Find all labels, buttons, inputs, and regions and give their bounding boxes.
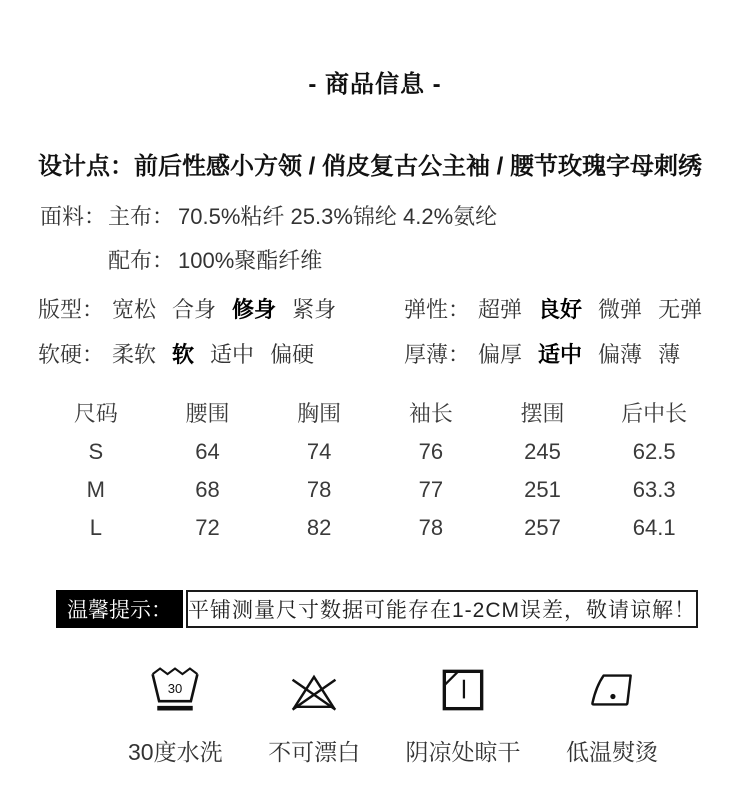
design-point-text: 前后性感小方领 / 俏皮复古公主袖 / 腰节玫瑰字母刺绣 — [134, 153, 703, 180]
size-table-header: 袖长 — [408, 401, 453, 426]
spec-row-softness — [38, 338, 404, 369]
care-item-wash — [128, 662, 223, 767]
size-row-l-cell: 64.1 — [632, 515, 676, 540]
spec-option: 紧身 — [292, 297, 337, 322]
size-row-m-cell: M — [86, 477, 105, 502]
spec-option: 偏厚 — [478, 342, 523, 367]
spec-elasticity-label: 弹性： — [404, 297, 471, 322]
size-row-l-cell: L — [89, 515, 102, 540]
size-table — [40, 395, 710, 547]
svg-text:30: 30 — [168, 680, 183, 696]
care-item-iron — [566, 662, 658, 767]
care-item-dry-shade — [406, 662, 521, 767]
fabric-secondary-label: 配布： — [108, 248, 175, 273]
page-title: - 商品信息 - — [308, 71, 442, 98]
size-row-s-cell: 245 — [524, 439, 561, 464]
spec-grid — [38, 293, 750, 369]
fabric-secondary-line — [40, 239, 750, 283]
size-row-m-cell: 63.3 — [632, 477, 676, 502]
size-row-l-cell: 257 — [524, 515, 561, 540]
spec-option: 合身 — [172, 297, 217, 322]
size-row-l-cell: 72 — [195, 515, 220, 540]
spec-option: 偏硬 — [270, 342, 315, 367]
care-label-no-bleach: 不可漂白 — [268, 739, 361, 765]
fabric-main-label: 主布： — [108, 204, 175, 229]
size-row-m-cell: 77 — [418, 477, 444, 502]
wash-30-icon — [147, 662, 203, 718]
size-table-header: 后中长 — [621, 401, 688, 426]
size-row-s-cell: 64 — [195, 439, 220, 464]
size-table-header: 胸围 — [297, 401, 342, 426]
size-row-m-cell: 251 — [524, 477, 561, 502]
spec-option: 宽松 — [112, 297, 157, 322]
iron-low-temp-icon — [584, 662, 640, 718]
spec-option: 超弹 — [478, 297, 523, 322]
size-row-l-cell: 78 — [418, 515, 444, 540]
spec-option-selected: 软 — [172, 342, 195, 367]
spec-option: 偏薄 — [598, 342, 643, 367]
notice-label: 温馨提示： — [56, 590, 183, 628]
fabric-main-value: 70.5%粘纤 25.3%锦纶 4.2%氨纶 — [178, 204, 498, 229]
spec-option-selected: 适中 — [538, 342, 583, 367]
notice-text: 平铺测量尺寸数据可能存在1-2CM误差，敬请谅解！ — [186, 590, 698, 628]
design-point-line — [38, 146, 720, 181]
size-row-m-cell: 78 — [306, 477, 332, 502]
care-label-wash: 30度水洗 — [128, 739, 223, 765]
size-row-l-cell: 82 — [306, 515, 332, 540]
spec-option-selected: 修身 — [232, 297, 277, 322]
size-table-header: 尺码 — [73, 401, 118, 426]
spec-option: 无弹 — [658, 297, 703, 322]
spec-option: 薄 — [658, 342, 681, 367]
size-row-s-cell: 74 — [306, 439, 332, 464]
notice-bar — [56, 590, 697, 628]
spec-fit-label: 版型： — [38, 297, 105, 322]
spec-row-thickness — [404, 338, 750, 369]
care-instructions — [128, 662, 658, 767]
spec-option: 微弹 — [598, 297, 643, 322]
care-label-iron: 低温熨烫 — [566, 739, 658, 765]
fabric-main-line — [40, 195, 750, 239]
design-point-label: 设计点： — [38, 153, 134, 180]
spec-option: 适中 — [210, 342, 255, 367]
spec-row-elasticity — [404, 293, 750, 324]
care-label-dry-shade: 阴凉处晾干 — [405, 739, 521, 765]
spec-option: 柔软 — [112, 342, 157, 367]
no-bleach-icon — [286, 662, 342, 718]
dry-in-shade-icon — [435, 662, 491, 718]
fabric-label: 面料： — [40, 204, 107, 229]
spec-row-fit — [38, 293, 404, 324]
fabric-section — [40, 195, 750, 283]
size-row-s-cell: 62.5 — [632, 439, 676, 464]
spec-option-selected: 良好 — [538, 297, 583, 322]
size-table-header: 摆围 — [520, 401, 565, 426]
care-item-no-bleach — [268, 662, 360, 767]
spec-thickness-label: 厚薄： — [404, 342, 471, 367]
size-table-header: 腰围 — [185, 401, 230, 426]
size-row-m-cell: 68 — [195, 477, 220, 502]
fabric-secondary-value: 100%聚酯纤维 — [178, 248, 323, 273]
size-row-s-cell: S — [88, 439, 104, 464]
size-row-s-cell: 76 — [418, 439, 444, 464]
spec-softness-label: 软硬： — [38, 342, 105, 367]
